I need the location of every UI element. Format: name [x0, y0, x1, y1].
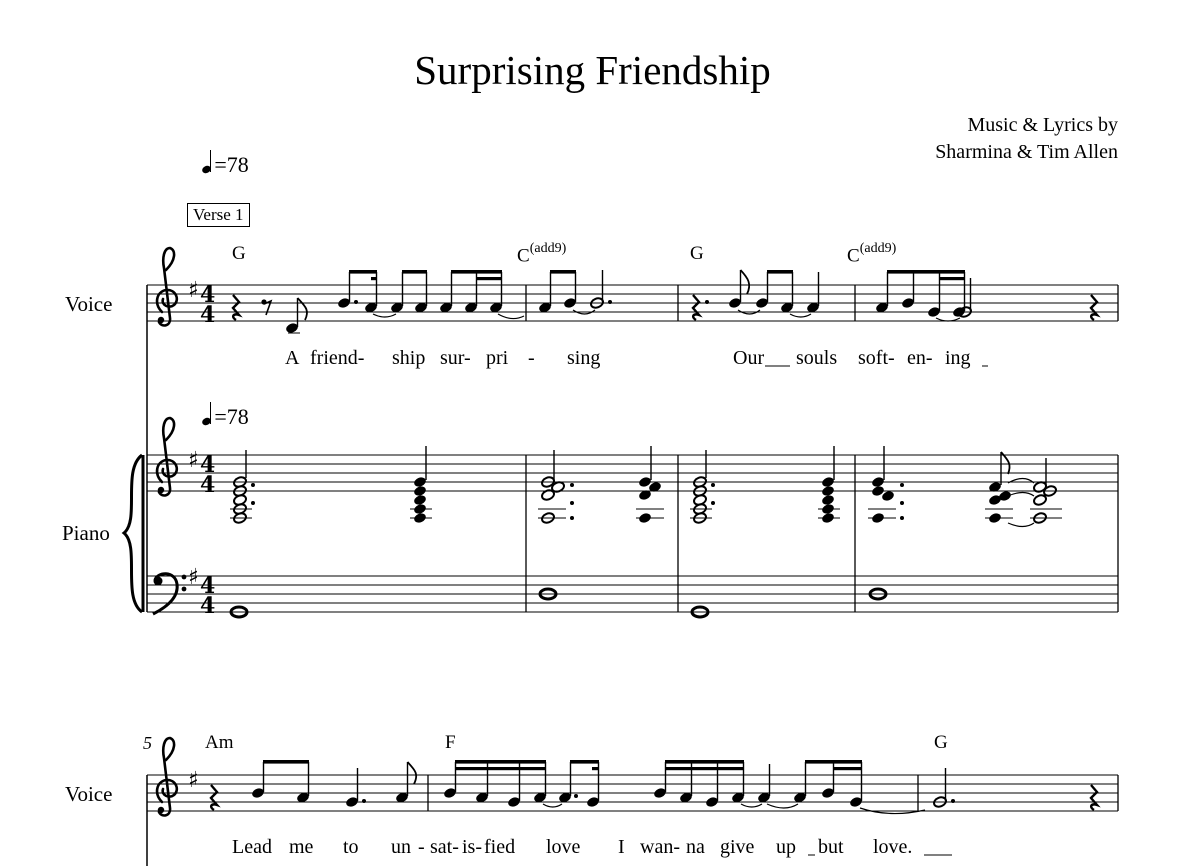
lyric-syllable: sing [567, 347, 601, 369]
key-signature-sharp: ♯ [188, 278, 199, 303]
lyric-syllable: but [818, 836, 844, 858]
piano-bass-staff-lines [147, 576, 1118, 612]
piano-chord [1008, 458, 1062, 527]
lyric-syllable: give [720, 836, 755, 858]
lyric-syllable: soft- [858, 347, 895, 369]
chord-extension: (add9) [529, 241, 567, 256]
tempo-value: =78 [214, 152, 249, 177]
measure-number: 5 [143, 733, 152, 753]
instrument-label-voice-system2: Voice [65, 782, 113, 806]
time-signature-bottom: 4 [200, 593, 216, 619]
lyric-syllable: - [418, 836, 425, 858]
piano-chord [538, 450, 574, 524]
time-signature-top: 4 [200, 282, 216, 308]
lyric-syllable: en- [907, 347, 933, 369]
time-signature-top: 4 [200, 573, 216, 599]
lyric-syllable: na [686, 836, 705, 858]
eighth-rest [261, 299, 271, 315]
lyric-syllable: friend- [310, 347, 365, 369]
voice-staff-lines [147, 285, 1118, 321]
piano-treble-staff-lines [147, 455, 1118, 491]
lyric-syllable: I [618, 836, 625, 858]
lyric-syllable: souls [796, 347, 838, 369]
chord-symbol: G [690, 243, 704, 264]
quarter-rest [1091, 785, 1097, 810]
key-signature-sharp: ♯ [188, 448, 199, 473]
chord-symbol: Am [205, 732, 234, 753]
treble-clef-icon [157, 418, 177, 495]
piano-chord [636, 446, 664, 524]
lyric-syllable: ing [945, 347, 971, 369]
score-title: Surprising Friendship [414, 47, 771, 93]
piano-chord [690, 450, 715, 524]
chord-symbol: G [934, 732, 948, 753]
instrument-label-voice: Voice [65, 292, 113, 316]
treble-clef-icon [157, 738, 177, 815]
lyric-syllable: sat- [430, 836, 459, 858]
lyric-syllable: Lead [232, 836, 272, 858]
chord-root: C [847, 245, 860, 267]
time-signature-bottom: 4 [200, 302, 216, 328]
lyric-syllable: wan- [640, 836, 680, 858]
note-group [653, 760, 925, 814]
quarter-rest [693, 295, 699, 320]
piano-chord [230, 450, 255, 524]
tempo-value: =78 [214, 404, 249, 429]
lyric-syllable: fied [484, 836, 516, 858]
chord-symbol: G [232, 243, 246, 264]
voice-staff-lines-system2 [147, 775, 1118, 811]
treble-clef-icon [157, 248, 177, 325]
grand-staff-brace [124, 455, 142, 612]
lyric-syllable: me [289, 836, 314, 858]
piano-chord [868, 446, 904, 524]
instrument-label-piano: Piano [62, 521, 110, 545]
credit-line-1: Music & Lyrics by [967, 114, 1118, 136]
lyric-syllable: A [285, 347, 300, 369]
lyric-syllable: love. [873, 836, 913, 858]
chord-root: C [517, 245, 530, 267]
piano-chord [818, 446, 840, 524]
piano-chord [410, 446, 432, 524]
key-signature-sharp: ♯ [188, 768, 199, 793]
chord-symbol: F [445, 732, 456, 753]
lyric-syllable: un [391, 836, 411, 858]
quarter-rest [233, 295, 239, 320]
chord-extension: (add9) [859, 241, 897, 256]
lyric-syllable: sur- [440, 347, 471, 369]
lyric-syllable: love [546, 836, 581, 858]
rehearsal-mark: Verse 1 [187, 203, 250, 227]
time-signature-top: 4 [200, 452, 216, 478]
lyric-syllable: to [343, 836, 359, 858]
lyric-syllable: is- [462, 836, 482, 858]
lyric-syllable: pri [486, 347, 509, 369]
lyric-syllable: - [528, 347, 535, 369]
time-signature-bottom: 4 [200, 472, 216, 498]
quarter-rest [1091, 295, 1097, 320]
lyric-syllable: ship [392, 347, 426, 369]
key-signature-sharp: ♯ [188, 565, 199, 590]
quarter-rest [211, 785, 217, 810]
lyric-syllable: Our [733, 347, 765, 369]
credit-line-2: Sharmina & Tim Allen [935, 141, 1118, 163]
lyric-syllable: up [776, 836, 796, 858]
piano-chord [985, 452, 1013, 524]
